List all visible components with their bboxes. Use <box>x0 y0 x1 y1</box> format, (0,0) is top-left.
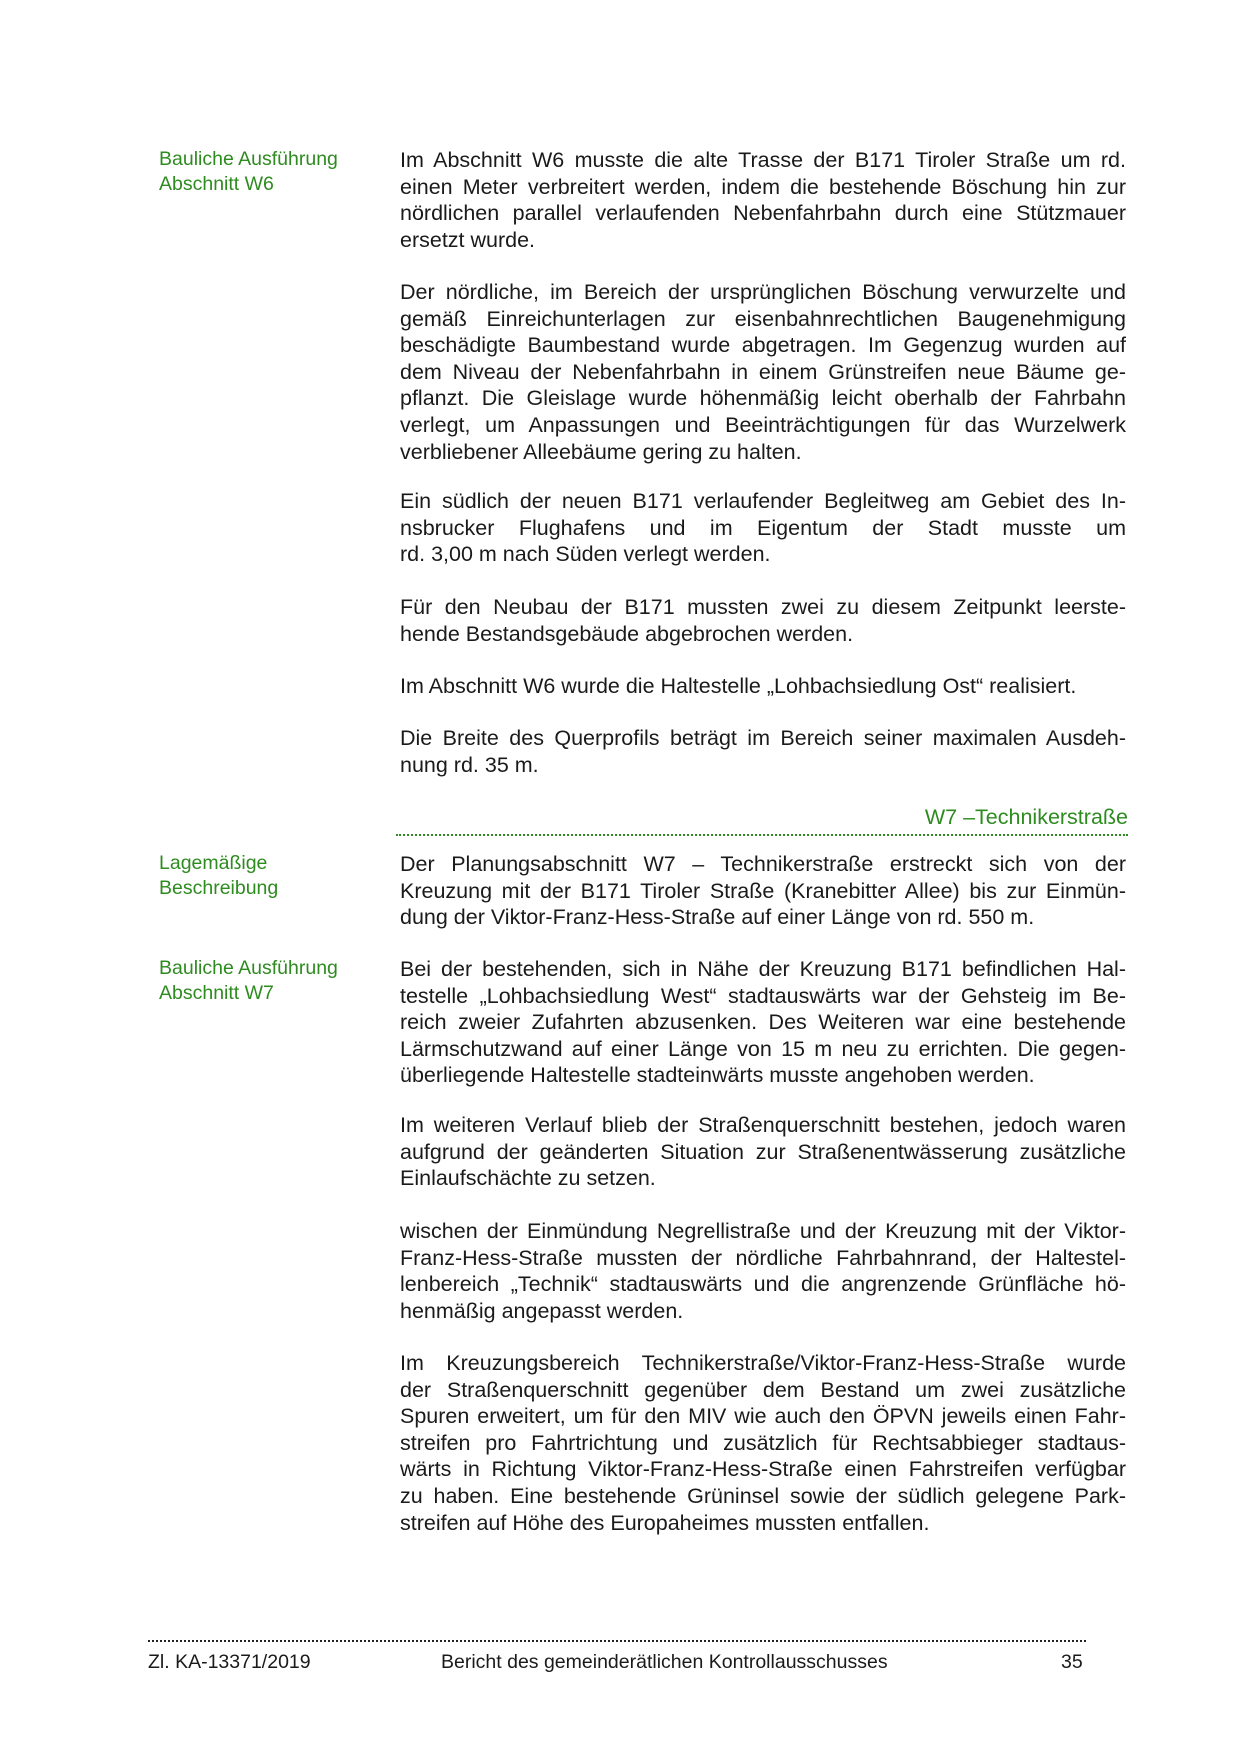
paragraph-w6-1: Im Abschnitt W6 musste die alte Trasse der B171 Tiroler Straße um rd. einen Meter verbreitert werden, indem die bestehende Böschung hin zur nördlichen parallel verlaufenden Nebenfahrbahn durch eine Stützmauer ersetzt wurde. <box>400 148 1126 252</box>
paragraph-w7-3: wischen der Einmündung Negrellistraße und der Kreuzung mit der Viktor- Franz-Hess-Straße mussten der nördliche Fahrbahnrand, der Haltestel- lenbereich „Technik“ stadtauswärts und die angrenzende Grünfläche hö- henmäßig angepasst werden. <box>400 1219 1126 1323</box>
paragraph-w6-5: Im Abschnitt W6 wurde die Haltestelle „Lohbachsiedlung Ost“ realisiert. <box>400 674 1077 698</box>
paragraph-w7-1: Bei der bestehenden, sich in Nähe der Kreuzung B171 befindlichen Hal- testelle „Lohbachsiedlung West“ stadtauswärts war der Gehsteig im Be- reich zweier Zufahrten abzusenken. Des Weiteren war eine bestehende Lärmschutzwand auf einer Länge von 15 m neu zu errichten. Die gegen- überliegende Haltestelle stadteinwärts musste angehoben werden. <box>400 957 1126 1088</box>
footer-reference: Zl. KA-13371/2019 <box>148 1651 311 1673</box>
side-label-lagemaessige-beschreibung: Lagemäßige Beschreibung <box>159 852 279 899</box>
paragraph-w7-lage: Der Planungsabschnitt W7 – Technikerstraße erstreckt sich von der Kreuzung mit der B171 Tiroler Straße (Kranebitter Allee) bis zur Einmün- dung der Viktor-Franz-Hess-Straße auf einer Länge von rd. 550 m. <box>400 852 1126 930</box>
paragraph-w6-6: Die Breite des Querprofils beträgt im Bereich seiner maximalen Ausdeh- nung rd. 35 m. <box>400 726 1126 777</box>
section-heading-w7: W7 –Technikerstraße <box>924 805 1128 829</box>
paragraph-w6-2: Der nördliche, im Bereich der ursprünglichen Böschung verwurzelte und gemäß Einreichunterlagen zur eisenbahnrechtlichen Baugenehmigung beschädigte Baumbestand wurde abgetragen. Im Gegenzug wurden auf dem Niveau der Nebenfahrbahn in einem Grünstreifen neue Bäume ge- pflanzt. Die Gleislage wurde höhenmäßig leicht oberhalb der Fahrbahn verlegt, um Anpassungen und Beeinträchtigungen für das Wurzelwerk verbliebener Alleebäume gering zu halten. <box>400 280 1126 464</box>
paragraph-w7-4: Im Kreuzungsbereich Technikerstraße/Viktor-Franz-Hess-Straße wurde der Straßenquerschnitt gegenüber dem Bestand um zwei zusätzliche Spuren erweitert, um für den MIV wie auch den ÖPVN jeweils einen Fahr- streifen pro Fahrtrichtung und zusätzlich für Rechtsabbieger stadtaus- wärts in Richtung Viktor-Franz-Hess-Straße einen Fahrstreifen verfügbar zu haben. Eine bestehende Grüninsel sowie der südlich gelegene Park- streifen auf Höhe des Europaheimes mussten entfallen. <box>400 1351 1126 1535</box>
side-label-bauliche-ausfuehrung-w6: Bauliche Ausführung Abschnitt W6 <box>159 148 338 195</box>
footer-divider <box>148 1640 1086 1642</box>
paragraph-w7-2: Im weiteren Verlauf blieb der Straßenquerschnitt bestehen, jedoch waren aufgrund der geänderten Situation zur Straßenentwässerung zusätzliche Einlaufschächte zu setzen. <box>400 1113 1126 1191</box>
side-label-bauliche-ausfuehrung-w7: Bauliche Ausführung Abschnitt W7 <box>159 957 338 1004</box>
section-divider <box>396 834 1128 836</box>
page-number: 35 <box>1061 1651 1083 1673</box>
footer-title: Bericht des gemeinderätlichen Kontrollausschusses <box>441 1651 888 1673</box>
paragraph-w6-4: Für den Neubau der B171 mussten zwei zu diesem Zeitpunkt leerste- hende Bestandsgebäude abgebrochen werden. <box>400 595 1126 646</box>
paragraph-w6-3: Ein südlich der neuen B171 verlaufender Begleitweg am Gebiet des In- nsbrucker Flughafens und im Eigentum der Stadt musste um rd. 3,00 m nach Süden verlegt werden. <box>400 489 1126 567</box>
